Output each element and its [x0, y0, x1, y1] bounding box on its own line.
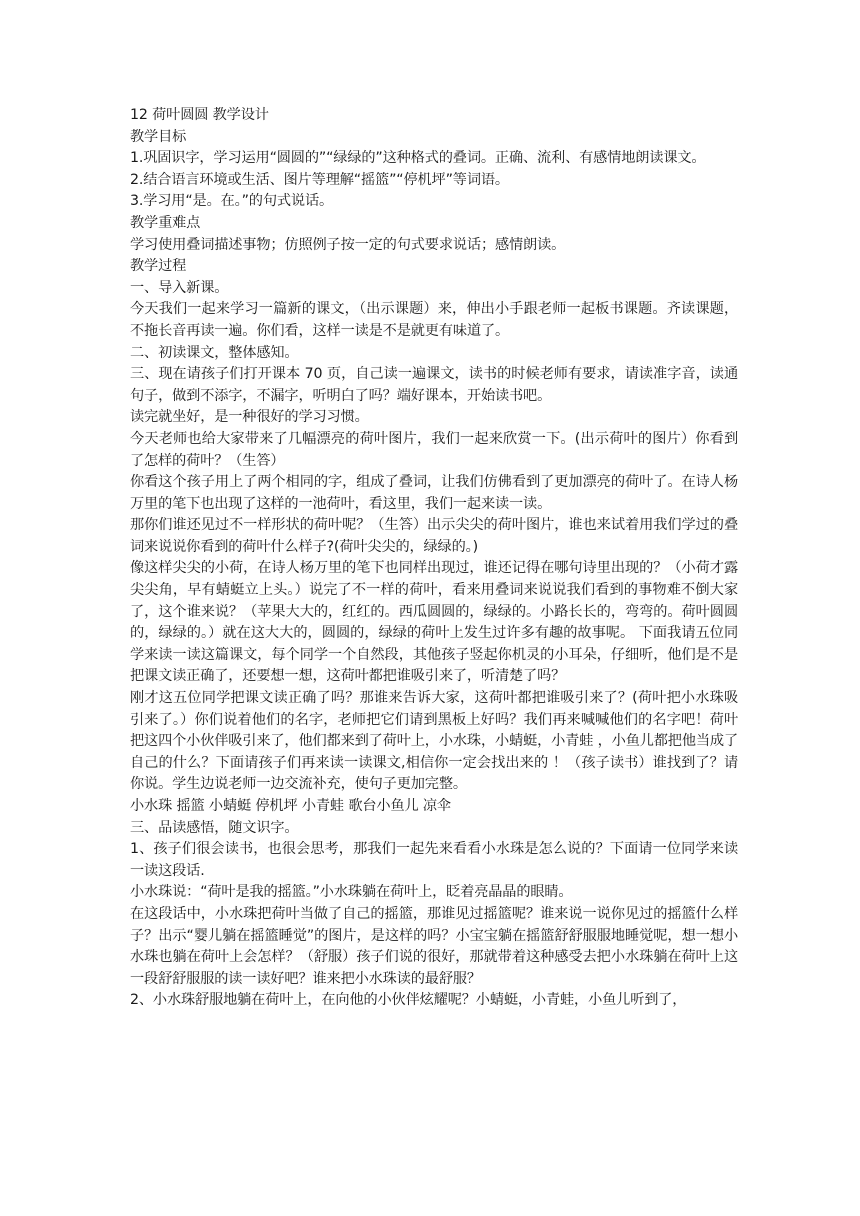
paragraph: 小水珠 摇篮 小蜻蜓 停机坪 小青蛙 歌台小鱼儿 凉伞	[130, 798, 451, 814]
paragraph: 读完就坐好，是一种很好的学习习惯。	[130, 409, 369, 426]
paragraph: 二、初读课文，整体感知。	[130, 344, 299, 361]
paragraph: 2.结合语言环境或生活、图片等理解“摇篮”“停机坪”等词语。	[130, 171, 509, 188]
paragraph: 你看这个孩子用上了两个相同的字，组成了叠词，让我们仿佛看到了更加漂亮的荷叶了。在诗人杨万里的笔下也出现了这样的一池荷叶，看这里，我们一起来读一读。	[130, 474, 738, 512]
paragraph: 学习使用叠词描述事物；仿照例子按一定的句式要求说话；感情朗读。	[130, 236, 566, 253]
section-heading: 教学重难点	[130, 214, 201, 231]
paragraph: 今天我们一起来学习一篇新的课文，（出示课题）来，伸出小手跟老师一起板书课题。齐读课题，不拖长音再读一遍。你们看，这样一读是不是就更有味道了。	[130, 301, 738, 339]
paragraph: 像这样尖尖的小荷，在诗人杨万里的笔下也同样出现过，谁还记得在哪句诗里出现的？（小荷才露尖尖角，早有蜻蜓立上头。）说完了不一样的荷叶，看来用叠词来说说我们看到的事物难不倒大家了，这个谁来说？（苹果大大的，红红的。西瓜圆圆的，绿绿的。小路长长的，弯弯的。荷叶圆圆的，绿绿的。）就在这大大的，圆圆的，绿绿的荷叶上发生过许多有趣的故事呢。 下面我请五位同学来读一读这篇课文，每个同学一个自然段，其他孩子竖起你机灵的小耳朵，仔细听，他们是不是把课文读正确了，还要想一想，这荷叶都把谁吸引来了，听清楚了吗？	[130, 560, 738, 685]
paragraph: 2、小水珠舒服地躺在荷叶上，在向他的小伙伴炫耀呢？小蜻蜓，小青蛙，小鱼儿听到了，	[130, 992, 687, 1009]
paragraph: 三、现在请孩子们打开课本 70 页，自己读一遍课文，读书的时候老师有要求，请读准字音，读通句子，做到不添字，不漏字，听明白了吗？端好课本，开始读书吧。	[130, 366, 738, 404]
paragraph: 今天老师也给大家带来了几幅漂亮的荷叶图片，我们一起来欣赏一下。(出示荷叶的图片）你看到了怎样的荷叶？（生答）	[130, 430, 738, 469]
paragraph: 小水珠说：“荷叶是我的摇篮。”小水珠躺在荷叶上，眨着亮晶晶的眼睛。	[130, 884, 573, 901]
paragraph: 刚才这五位同学把课文读正确了吗？那谁来告诉大家，这荷叶都把谁吸引来了？(荷叶把小水珠吸引来了。）你们说着他们的名字，老师把它们请到黑板上好吗？我们再来喊喊他们的名字吧！荷叶把这四个小伙伴吸引来了，他们都来到了荷叶上，小水珠，小蜻蜓，小青蛙 ，小鱼儿都把他当成了自己的什么？下面请孩子们再来读一读课文,相信你一定会找出来的 ！（孩子读书）谁找到了？请你说。学生边说老师一边交流补充，使句子更加完整。	[130, 690, 738, 793]
section-heading: 教学目标	[130, 128, 187, 145]
paragraph: 在这段话中，小水珠把荷叶当做了自己的摇篮，那谁见过摇篮呢？谁来说一说你见过的摇篮什么样子？出示“婴儿躺在摇篮睡觉”的图片，是这样的吗？小宝宝躺在摇篮舒舒服服地睡觉呢，想一想小水珠也躺在荷叶上会怎样？（舒服）孩子们说的很好，那就带着这种感受去把小水珠躺在荷叶上这一段舒舒服服的读一读好吧？谁来把小水珠读的最舒服？	[130, 905, 738, 987]
paragraph: 一、导入新课。	[130, 279, 229, 296]
paragraph: 3.学习用“是。在。”的句式说话。	[130, 193, 334, 210]
paragraph: 三、品读感悟，随文识字。	[130, 819, 299, 836]
paragraph: 那你们谁还见过不一样形状的荷叶呢？（生答）出示尖尖的荷叶图片，谁也来试着用我们学过的叠词来说说你看到的荷叶什么样子?(荷叶尖尖的，绿绿的。)	[130, 517, 738, 555]
paragraph: 1.巩固识字，学习运用“圆圆的”“绿绿的”这种格式的叠词。正确、流利、有感情地朗读课文。	[130, 150, 706, 167]
document-body	[130, 105, 738, 1012]
doc-title: 12 荷叶圆圆 教学设计	[130, 107, 269, 123]
paragraph: 1、孩子们很会读书，也很会思考，那我们一起先来看看小水珠是怎么说的？下面请一位同学来读一读这段话.	[130, 841, 738, 879]
section-heading: 教学过程	[130, 258, 187, 275]
